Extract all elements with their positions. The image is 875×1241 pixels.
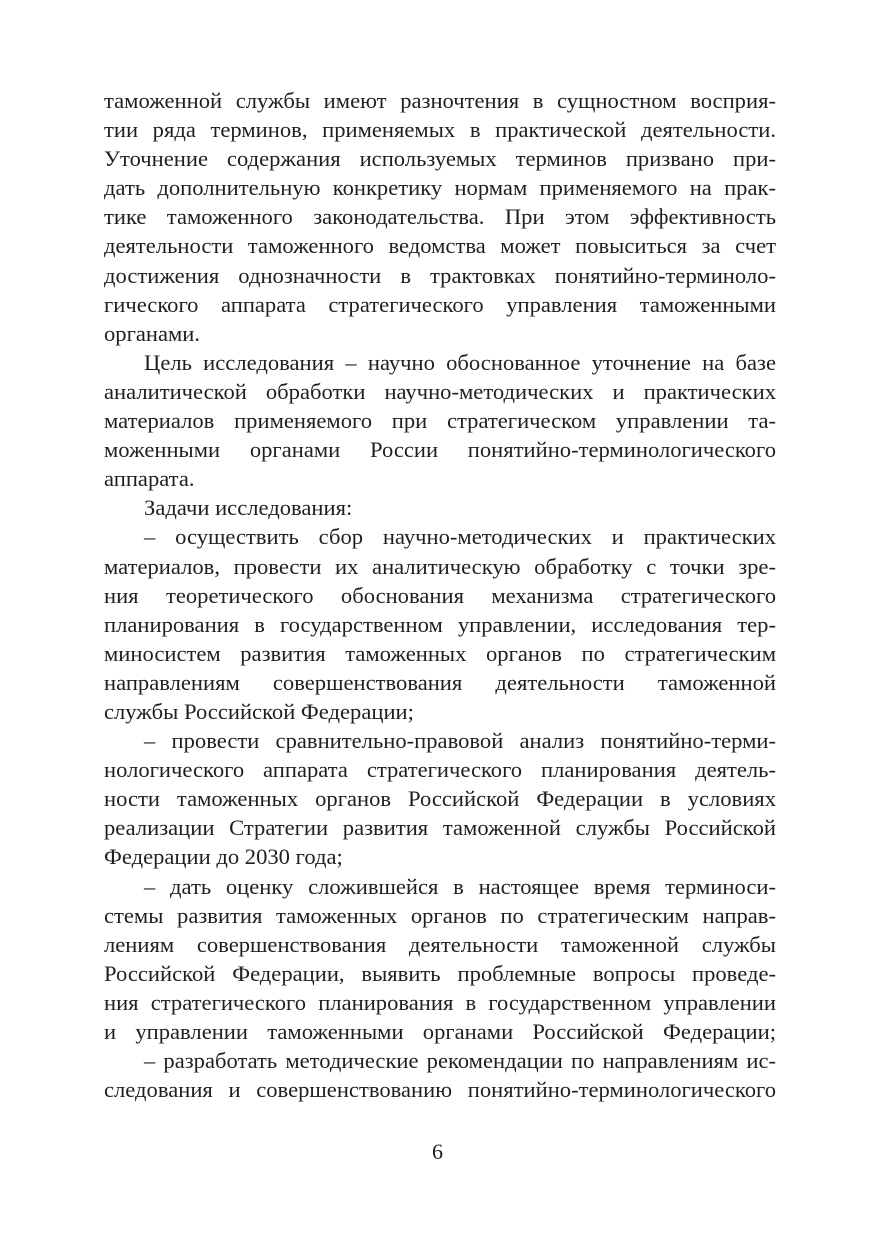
text-line: стемы развития таможенных органов по стратегическим направ- [104,902,776,928]
text-line: – разработать методические рекомендации по направлениям ис- [144,1048,776,1074]
text-line: Цель исследования – научно обоснованное уточнение на базе [144,349,776,375]
text-line: реализации Стратегии развития таможенной службы Российской [104,815,776,841]
text-line: дать дополнительную конкретику нормам применяемого на прак- [104,175,776,201]
text-line: тии ряда терминов, применяемых в практической деятельности. [104,117,776,143]
text-line: Федерации до 2030 года; [104,844,343,870]
text-line: Задачи исследования: [144,495,353,521]
text-line: планирования в государственном управлении, исследования тер- [104,611,776,637]
text-line: – осуществить сбор научно-методических и практических [144,524,776,550]
text-line: органами. [104,320,201,346]
text-line: нологического аппарата стратегического планирования деятель- [104,757,776,783]
text-line: Российской Федерации, выявить проблемные вопросы проведе- [104,960,776,986]
text-line: и управлении таможенными органами Российской Федерации; [104,1019,776,1044]
text-line: лениям совершенствования деятельности таможенной службы [104,931,776,957]
text-line: следования и совершенствованию понятийно-терминологического [104,1077,776,1103]
text-line: ности таможенных органов Российской Федерации в условиях [104,786,776,812]
text-line: – провести сравнительно-правовой анализ понятийно-терми- [144,728,776,754]
text-line: тике таможенного законодательства. При этом эффективность [104,204,776,230]
text-line: гического аппарата стратегического управления таможенными [104,291,776,317]
text-line: моженными органами России понятийно-терминологического [104,437,776,463]
text-line: материалов применяемого при стратегическом управлении та- [104,408,776,434]
page-body-text [104,86,776,1104]
text-line: ния стратегического планирования в государственном управлении [104,989,776,1015]
text-line: достижения однозначности в трактовках понятийно-терминоло- [104,262,776,288]
text-line: Уточнение содержания используемых терминов призвано при- [104,146,776,172]
page-number: 6 [432,1139,443,1164]
text-line: службы Российской Федерации; [104,698,414,724]
text-line: миносистем развития таможенных органов по стратегическим [104,640,776,666]
text-line: ния теоретического обоснования механизма стратегического [104,582,776,608]
text-line: направлениям совершенствования деятельности таможенной [104,669,776,695]
text-line: деятельности таможенного ведомства может повыситься за счет [104,233,776,259]
text-line: – дать оценку сложившейся в настоящее время терминоси- [144,873,776,899]
text-line: таможенной службы имеют разночтения в сущностном восприя- [104,88,776,113]
text-line: аналитической обработки научно-методических и практических [104,378,776,404]
text-line: аппарата. [104,466,195,492]
text-line: материалов, провести их аналитическую обработку с точки зре- [104,553,776,579]
